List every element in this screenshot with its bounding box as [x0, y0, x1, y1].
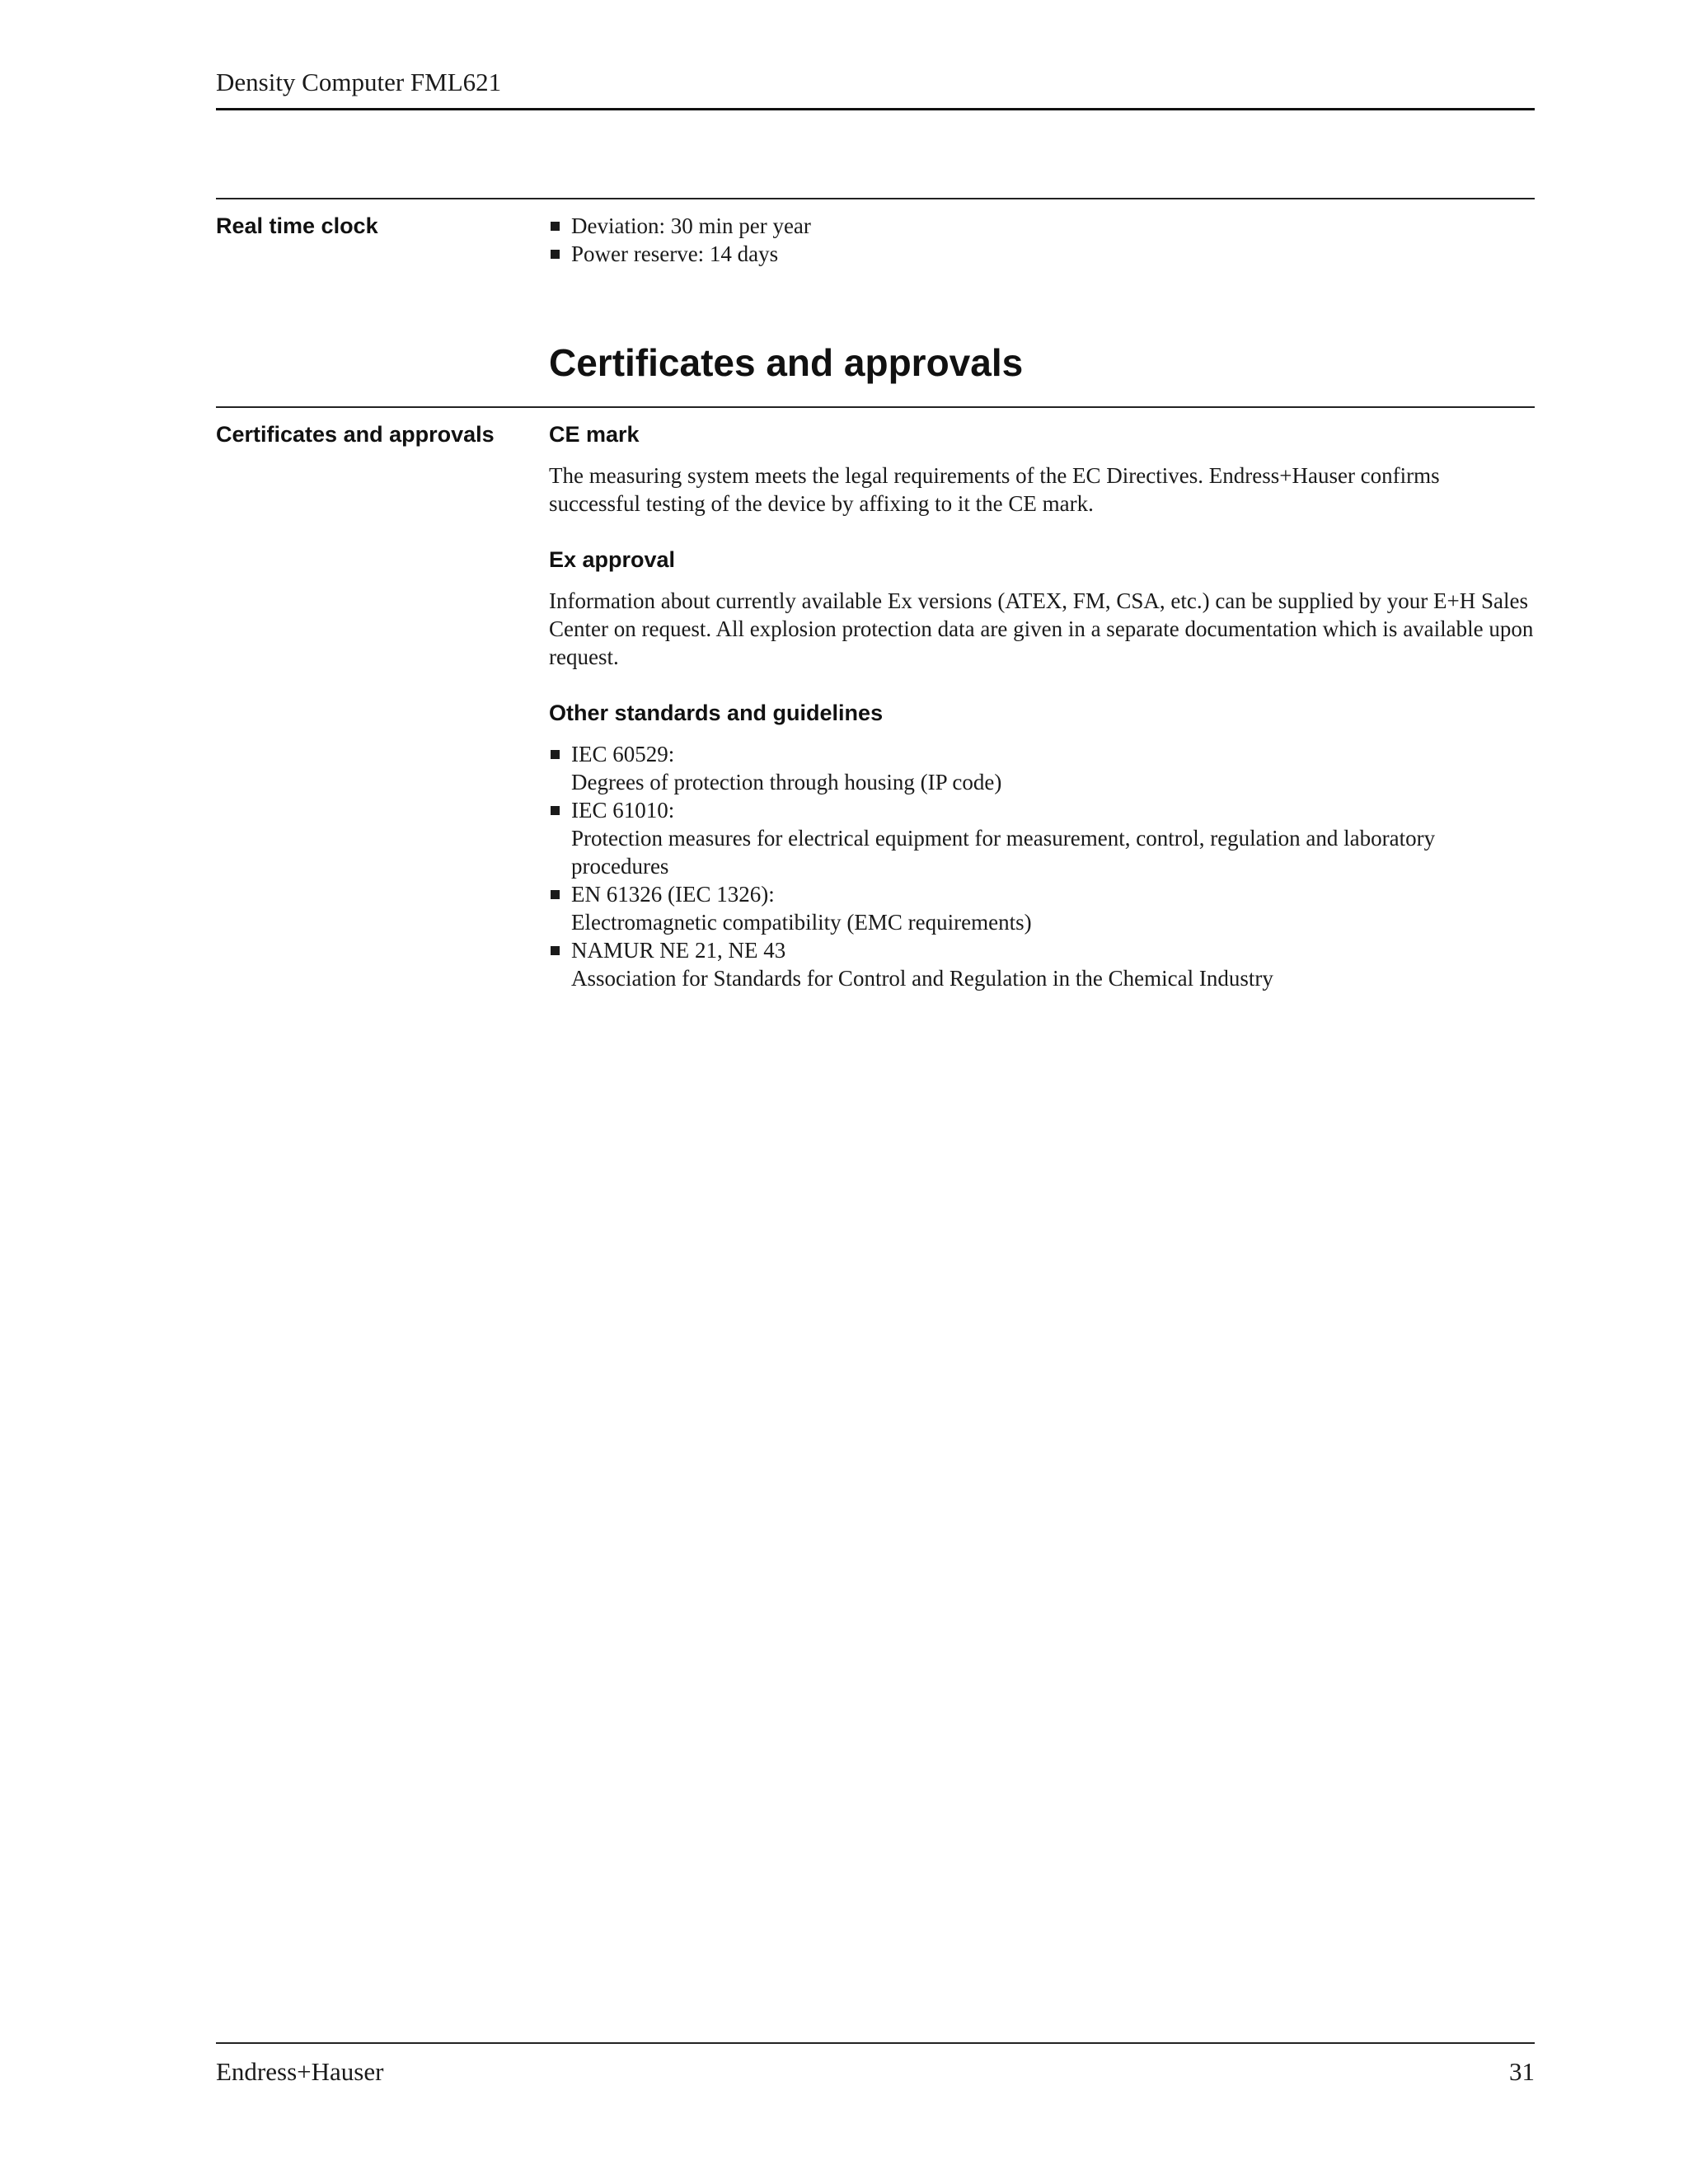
standards-list — [549, 740, 1535, 992]
list-item — [549, 740, 1535, 796]
standard-name: IEC 60529: — [571, 742, 675, 766]
bullet-icon — [551, 750, 560, 759]
bullet-icon — [551, 806, 560, 815]
bullet-icon — [551, 946, 560, 955]
real-time-clock-label: Real time clock — [216, 213, 378, 238]
section-divider — [216, 406, 1535, 408]
certificates-content — [549, 420, 1535, 992]
standard-description: Association for Standards for Control and Regulation in the Chemical Industry — [571, 966, 1273, 991]
list-item — [549, 880, 1535, 936]
certificates-label: Certificates and approvals — [216, 422, 495, 447]
ce-mark-text: The measuring system meets the legal requirements of the EC Directives. Endress+Hauser confirms successful testing of the device by affixing to it the CE mark. — [549, 463, 1440, 516]
section-divider — [216, 198, 1535, 199]
standard-name: EN 61326 (IEC 1326): — [571, 882, 775, 907]
document-title: Density Computer FML621 — [216, 68, 502, 96]
list-item — [549, 212, 1535, 240]
real-time-clock-content — [549, 212, 1535, 268]
standard-description: Electromagnetic compatibility (EMC requirements) — [571, 910, 1032, 935]
footer-brand: Endress+Hauser — [216, 2057, 384, 2086]
section-title: Certificates and approvals — [549, 341, 1024, 384]
footer-rule — [216, 2042, 1535, 2044]
ce-mark-heading: CE mark — [549, 422, 640, 447]
header-rule — [216, 108, 1535, 110]
list-item — [549, 796, 1535, 880]
list-item-text: Deviation: 30 min per year — [571, 213, 811, 238]
bullet-icon — [551, 890, 560, 899]
page-number: 31 — [1509, 2057, 1535, 2086]
other-standards-heading: Other standards and guidelines — [549, 701, 884, 725]
list-item — [549, 240, 1535, 268]
standard-name: NAMUR NE 21, NE 43 — [571, 938, 786, 963]
bullet-icon — [551, 222, 560, 231]
ex-approval-text: Information about currently available Ex versions (ATEX, FM, CSA, etc.) can be supplied by your E+H Sales Center on request. All explosion protection data are given in a separate documentation which is available upon request. — [549, 588, 1534, 669]
bullet-icon — [551, 250, 560, 259]
list-item-text: Power reserve: 14 days — [571, 241, 779, 266]
list-item — [549, 936, 1535, 992]
standard-name: IEC 61010: — [571, 798, 675, 823]
real-time-clock-list — [549, 212, 1535, 268]
ex-approval-heading: Ex approval — [549, 547, 676, 572]
standard-description: Degrees of protection through housing (IP code) — [571, 770, 1002, 794]
standard-description: Protection measures for electrical equipment for measurement, control, regulation and laboratory procedures — [571, 826, 1436, 879]
